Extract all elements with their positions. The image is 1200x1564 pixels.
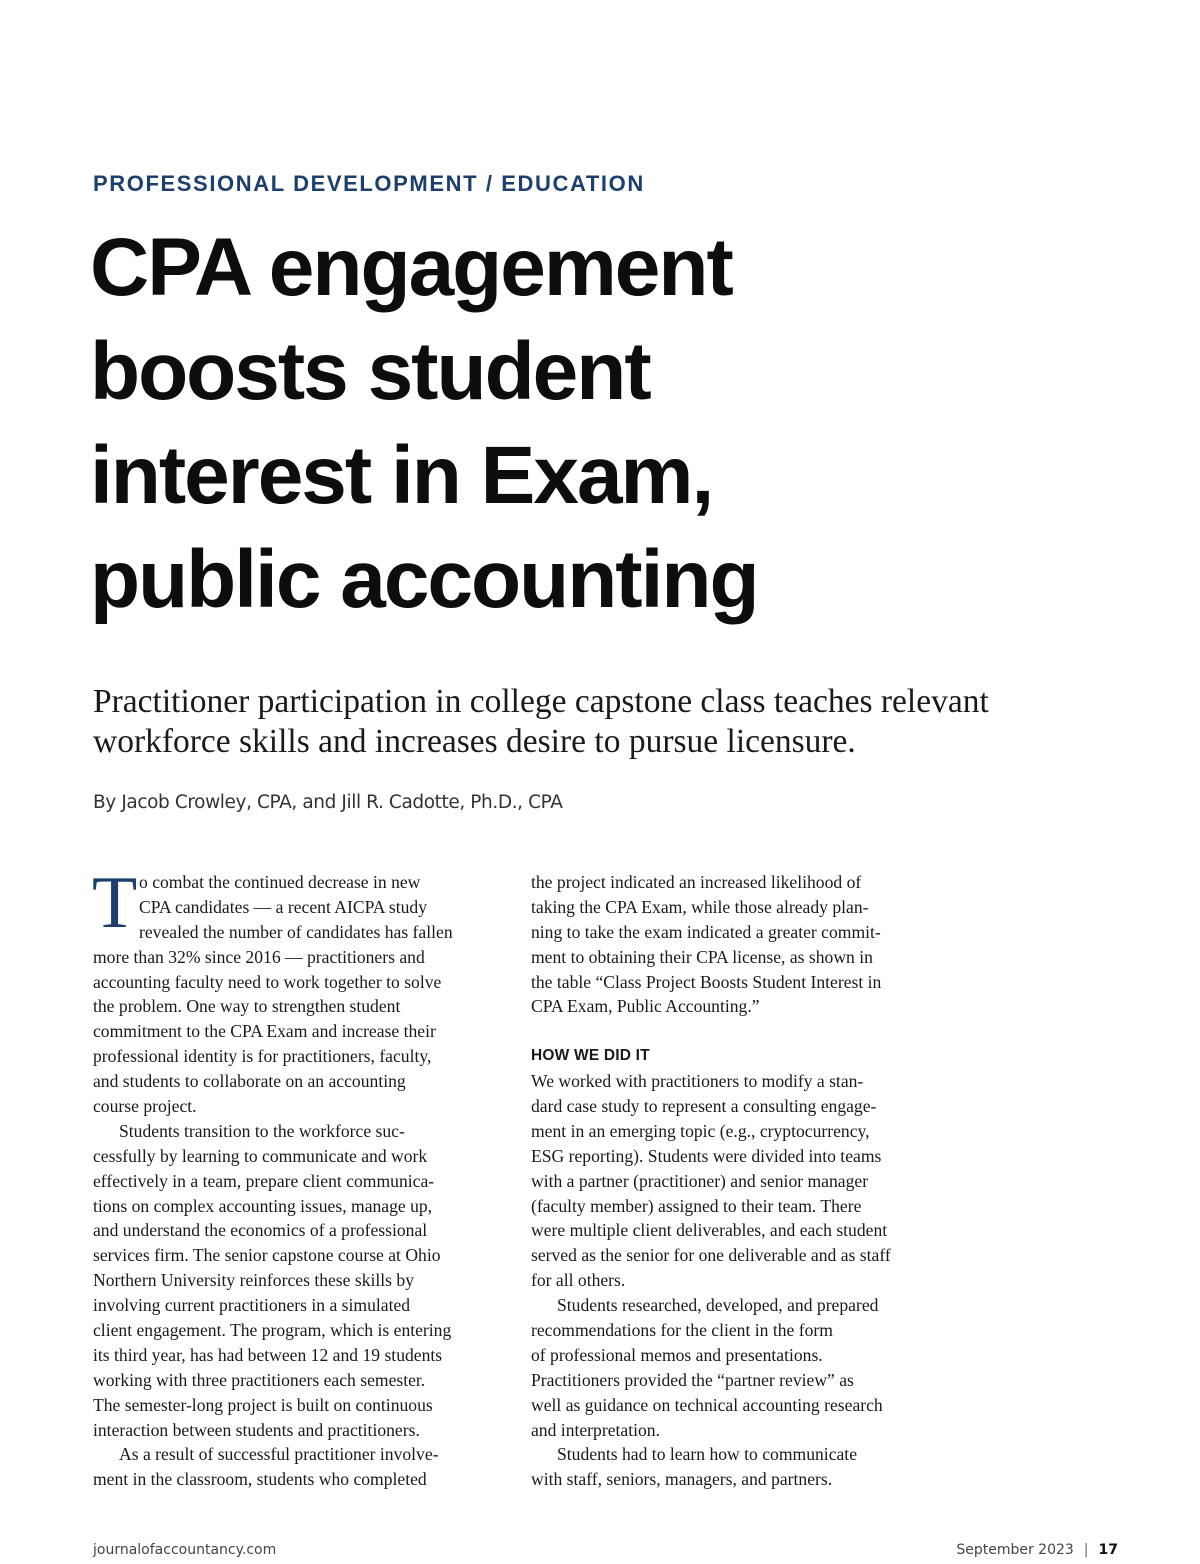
- footer-website: journalofaccountancy.com: [93, 1542, 277, 1558]
- body-line: CPA candidates — a recent AICPA study: [139, 896, 428, 917]
- page-number: 17: [1098, 1542, 1118, 1558]
- body-line: Students had to learn how to communicate: [557, 1444, 858, 1465]
- body-line: the project indicated an increased likelihood of: [531, 872, 862, 892]
- body-line: tions on complex accounting issues, manage up,: [93, 1195, 433, 1216]
- body-line: revealed the number of candidates has fallen: [139, 921, 453, 942]
- article-dek: [93, 682, 1123, 762]
- body-line: ning to take the exam indicated a greater commit-: [531, 921, 881, 942]
- body-line: course project.: [93, 1096, 197, 1117]
- body-line: We worked with practitioners to modify a stan-: [531, 1071, 864, 1092]
- drop-cap: T: [92, 862, 138, 944]
- body-line: the table “Class Project Boosts Student Interest in: [531, 971, 882, 992]
- body-line: for all others.: [531, 1270, 626, 1291]
- dek-line: workforce skills and increases desire to pursue licensure.: [93, 723, 856, 760]
- body-line: client engagement. The program, which is entering: [93, 1320, 452, 1341]
- body-line: accounting faculty need to work together to solve: [93, 971, 442, 992]
- body-line: involving current practitioners in a simulated: [93, 1295, 411, 1316]
- body-line: the problem. One way to strengthen student: [93, 996, 401, 1017]
- body-line: CPA Exam, Public Accounting.”: [531, 996, 760, 1017]
- headline-line: CPA engagement: [90, 222, 732, 313]
- body-line: of professional memos and presentations.: [531, 1344, 823, 1365]
- headline-line: interest in Exam,: [90, 430, 713, 521]
- body-line: ESG reporting). Students were divided into teams: [531, 1145, 882, 1166]
- body-line: its third year, has had between 12 and 19 students: [93, 1344, 443, 1365]
- body-line: taking the CPA Exam, while those already plan-: [531, 896, 869, 917]
- body-line: and interpretation.: [531, 1419, 660, 1440]
- body-line: Students transition to the workforce suc-: [119, 1120, 405, 1141]
- body-line: and students to collaborate on an accounting: [93, 1071, 406, 1092]
- footer-separator: |: [1083, 1542, 1089, 1558]
- body-line: Practitioners provided the “partner review” as: [531, 1369, 854, 1390]
- body-line: As a result of successful practitioner involve-: [119, 1444, 439, 1465]
- body-line: were multiple client deliverables, and each student: [531, 1220, 888, 1241]
- body-line: ment to obtaining their CPA license, as shown in: [531, 946, 873, 967]
- body-line: with staff, seniors, managers, and partners.: [531, 1469, 833, 1490]
- body-line: commitment to the CPA Exam and increase their: [93, 1021, 436, 1042]
- body-line: working with three practitioners each semester.: [93, 1369, 426, 1390]
- body-line: more than 32% since 2016 — practitioners and: [93, 946, 425, 967]
- body-line: dard case study to represent a consulting engage-: [531, 1096, 877, 1117]
- body-line: served as the senior for one deliverable and as staff: [531, 1245, 891, 1266]
- body-line: o combat the continued decrease in new: [139, 872, 421, 892]
- body-line: Northern University reinforces these skills by: [93, 1270, 415, 1291]
- paragraph-gap: [531, 1019, 961, 1044]
- body-line: interaction between students and practitioners.: [93, 1419, 420, 1440]
- body-line: well as guidance on technical accounting research: [531, 1394, 883, 1415]
- footer-issue-info: [956, 1542, 1118, 1558]
- headline-line: public accounting: [90, 534, 758, 625]
- article-headline: [90, 216, 1090, 632]
- body-line: Students researched, developed, and prepared: [557, 1295, 879, 1316]
- body-line: effectively in a team, prepare client communica-: [93, 1170, 435, 1191]
- body-line: recommendations for the client in the form: [531, 1320, 833, 1341]
- dek-line: Practitioner participation in college capstone class teaches relevant: [93, 683, 989, 720]
- body-line: with a partner (practitioner) and senior manager: [531, 1170, 869, 1191]
- headline-line: boosts student: [90, 326, 650, 417]
- footer-issue-date: September 2023: [956, 1542, 1074, 1558]
- body-line: The semester-long project is built on continuous: [93, 1394, 433, 1415]
- section-kicker: PROFESSIONAL DEVELOPMENT / EDUCATION: [93, 171, 645, 196]
- body-line: (faculty member) assigned to their team. There: [531, 1195, 862, 1216]
- byline: By Jacob Crowley, CPA, and Jill R. Cadotte, Ph.D., CPA: [93, 792, 563, 813]
- body-line: ment in the classroom, students who completed: [93, 1469, 427, 1490]
- body-line: services firm. The senior capstone course at Ohio: [93, 1245, 441, 1266]
- body-line: cessfully by learning to communicate and work: [93, 1145, 428, 1166]
- body-column-right: [531, 870, 961, 1492]
- section-subhead: HOW WE DID IT: [531, 1047, 650, 1065]
- body-line: professional identity is for practitioners, faculty,: [93, 1046, 432, 1067]
- body-column-left: [93, 870, 513, 1492]
- body-line: ment in an emerging topic (e.g., cryptocurrency,: [531, 1120, 870, 1141]
- body-line: and understand the economics of a professional: [93, 1220, 428, 1241]
